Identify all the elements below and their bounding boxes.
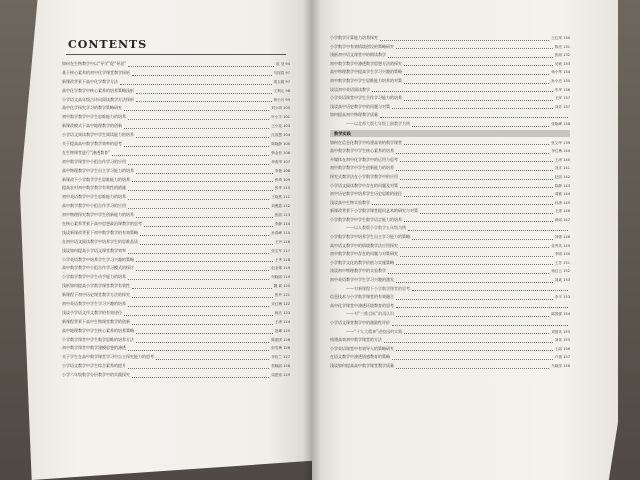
toc-entry-title: 新课改模式下高中地理教学的创新 bbox=[62, 123, 122, 129]
toc-entry bbox=[330, 86, 570, 95]
toc-leader-dots bbox=[396, 350, 553, 351]
toc-leader-dots bbox=[136, 342, 269, 343]
toc-entry-title: 高中数学教学中小组合作学习模式的探讨 bbox=[62, 265, 134, 271]
toc-entry-title: 浅谈如何提高高中数学课堂教学质量 bbox=[330, 362, 394, 368]
toc-leader-dots bbox=[404, 144, 549, 145]
toc-leader-dots bbox=[128, 253, 269, 254]
toc-entry-author-page: 刘少明 100 bbox=[271, 106, 290, 111]
toc-entry bbox=[330, 147, 570, 156]
toc-entry bbox=[62, 309, 290, 318]
toc-leader-dots bbox=[400, 179, 553, 180]
toc-leader-dots bbox=[388, 57, 553, 58]
toc-leader-dots bbox=[128, 66, 274, 67]
toc-entry bbox=[330, 267, 570, 276]
toc-entry bbox=[330, 310, 570, 319]
toc-entry-author-page: 范峰 125 bbox=[274, 328, 290, 333]
toc-entry-author-page: 宋红梅 122 bbox=[271, 302, 290, 307]
toc-entry-author-page: 黄丽 147 bbox=[554, 217, 570, 222]
toc-entry bbox=[330, 190, 570, 199]
toc-leader-dots bbox=[144, 226, 273, 227]
toc-entry bbox=[62, 131, 290, 140]
toc-entry-title: 新课程背景下高中生物课堂教学的创新 bbox=[62, 318, 130, 324]
toc-entry-title: 浅析如何提高小学数学课堂教学有效性 bbox=[62, 283, 130, 289]
toc-entry-title: 初中数学教学中渗透数学思想方法的探究 bbox=[330, 60, 402, 66]
toc-entry bbox=[62, 371, 290, 380]
toc-entry-title: 小学语文教学中学生综合素养的提升 bbox=[62, 363, 126, 369]
toc-entry-author-page: 周建伟 129 bbox=[271, 373, 290, 378]
toc-leader-dots bbox=[380, 117, 568, 118]
toc-entry-title: 初中英语教学中学生学习兴趣的培养 bbox=[62, 301, 126, 307]
toc-leader-dots bbox=[128, 368, 269, 369]
toc-leader-dots bbox=[124, 110, 269, 111]
toc-entry-author-page: 王涛 140 bbox=[554, 157, 570, 162]
toc-entry bbox=[62, 247, 290, 256]
toc-entry bbox=[62, 238, 290, 247]
toc-leader-dots bbox=[412, 126, 549, 127]
toc-entry-author-page: 陈静 143 bbox=[554, 183, 570, 188]
toc-entry-author-page: 王涛 124 bbox=[274, 319, 290, 324]
toc-entry-author-page: 吴敏 133 bbox=[554, 61, 570, 66]
toc-entry-author-page: 李静 114 bbox=[274, 222, 290, 227]
toc-entry bbox=[330, 328, 570, 337]
toc-entry bbox=[330, 164, 570, 173]
toc-entry-author-page: 杨小琴 134 bbox=[551, 70, 570, 75]
toc-entry-author-page: 刘强 148 bbox=[554, 235, 570, 240]
toc-entry bbox=[62, 78, 290, 87]
toc-entry bbox=[330, 34, 570, 43]
toc-entry bbox=[330, 51, 570, 60]
toc-leader-dots bbox=[380, 40, 549, 41]
toc-entry-title: 在初中语文阅读教学中培养学生的思维品质 bbox=[62, 238, 138, 244]
toc-entry bbox=[62, 96, 290, 105]
toc-entry-author-page: 朱华 136 bbox=[554, 87, 570, 92]
toc-entry-title: 初中数学教学中学生思维能力培养的对策 bbox=[330, 77, 402, 83]
contents-heading: CONTENTS bbox=[68, 38, 148, 51]
toc-entry-author-page: 李红梅 140 bbox=[551, 149, 570, 154]
toc-entry-author-page: 王萍 137 bbox=[554, 96, 570, 101]
toc-entry-title: 浅谈小学语文作文教学的有效途径 bbox=[62, 309, 122, 315]
toc-leader-dots bbox=[384, 342, 553, 343]
toc-entry-author-page: 王利元 98 bbox=[273, 88, 290, 93]
toc-leader-dots bbox=[404, 100, 553, 101]
toc-leader-dots bbox=[136, 217, 273, 218]
toc-leader-dots bbox=[392, 359, 553, 360]
toc-leader-dots bbox=[396, 153, 549, 154]
toc-entry-title: 初中英语教学中学生思维能力的培养 bbox=[62, 194, 126, 200]
toc-entry-author-page: 陈亮 131 bbox=[554, 44, 570, 49]
toc-entry-author-page: 王晓燕 111 bbox=[271, 195, 290, 200]
toc-entry-author-page: 杨小川 99 bbox=[273, 97, 290, 102]
toc-entry-author-page: 周敏 144 bbox=[554, 192, 570, 197]
toc-entry bbox=[330, 173, 570, 182]
toc-entry-author-page: 蔡晓丽 128 bbox=[271, 364, 290, 369]
toc-entry-author-page: 张秀英 149 bbox=[551, 243, 570, 248]
toc-entry bbox=[62, 353, 290, 362]
toc-leader-dots bbox=[128, 119, 269, 120]
toc-entry bbox=[62, 220, 290, 229]
toc-entry-author-page: 彭雪梅 126 bbox=[271, 346, 290, 351]
toc-leader-dots bbox=[132, 181, 273, 182]
toc-entry bbox=[62, 336, 290, 345]
toc-entry-author-page: 李燕华 107 bbox=[271, 159, 290, 164]
toc-entry-title: ——对新课程下小学数学课堂的思考 bbox=[346, 285, 410, 291]
toc-entry-title: 关于学生在高中数学课堂学习中自主探究能力的思考 bbox=[62, 354, 154, 360]
toc-entry-author-page: 张丽 113 bbox=[274, 213, 290, 218]
toc-entry-author-page: 王建 146 bbox=[554, 209, 570, 214]
toc-entry-title: 谈谈初中英语阅读教学 bbox=[330, 86, 370, 92]
toc-entry-author-page: 何晓丽 119 bbox=[271, 275, 290, 280]
toc-entry-title: 高中数学教学中小组合作学习的应用 bbox=[62, 203, 126, 209]
toc-entry-title: 小学六年级数学分层教学中的实践探究 bbox=[62, 372, 130, 378]
toc-entry-title: 构建高效初中数学课堂的方法 bbox=[330, 337, 382, 343]
toc-leader-dots bbox=[120, 84, 272, 85]
toc-entry bbox=[330, 182, 570, 191]
toc-entry-title: 关于提高高中数学教学效率的思考 bbox=[62, 141, 122, 146]
toc-entry-title: 初中英语教学中学生学习兴趣的激发 bbox=[330, 277, 394, 283]
toc-entry-author-page: 王丽 156 bbox=[554, 346, 570, 351]
toc-entry bbox=[330, 285, 570, 294]
toc-leader-dots bbox=[404, 196, 553, 197]
toc-leader-dots bbox=[400, 187, 553, 188]
toc-leader-dots bbox=[136, 173, 273, 174]
toc-leader-dots bbox=[404, 83, 549, 84]
toc-entry-author-page: 王红萍 130 bbox=[551, 36, 570, 40]
toc-entry bbox=[330, 233, 570, 242]
toc-entry-author-page: 刘伟 155 bbox=[554, 338, 570, 343]
toc-entry-author-page: 杨红云 152 bbox=[551, 269, 570, 274]
book-gutter bbox=[303, 0, 321, 480]
toc-entry bbox=[62, 193, 290, 202]
toc-entry-author-page: 胡玉娟 97 bbox=[273, 79, 290, 84]
toc-entry bbox=[330, 207, 570, 216]
toc-entry-title: 新课改背景下小学数学课堂提问艺术的研究与对策 bbox=[330, 208, 418, 214]
toc-entry bbox=[62, 256, 290, 265]
left-toc-list bbox=[62, 60, 290, 380]
toc-entry bbox=[330, 250, 570, 259]
toc-entry-title: 小学数学课堂中学生数学思维的培养方法 bbox=[62, 336, 134, 342]
toc-entry bbox=[330, 302, 570, 311]
toc-entry bbox=[62, 327, 290, 336]
toc-leader-dots bbox=[392, 108, 553, 109]
toc-entry bbox=[62, 122, 290, 131]
toc-entry bbox=[330, 111, 570, 120]
toc-entry-title: 小学数学计算能力培养探究 bbox=[330, 35, 378, 40]
toc-entry-author-page: 杨洁 123 bbox=[274, 310, 290, 315]
toc-entry bbox=[62, 264, 290, 273]
toc-entry-title: 初中数学教学中学生创新能力的培养 bbox=[330, 165, 394, 171]
toc-entry bbox=[62, 140, 290, 149]
toc-leader-dots bbox=[396, 299, 553, 300]
toc-entry-author-page: 王小花 103 bbox=[271, 124, 290, 129]
toc-leader-dots bbox=[404, 65, 553, 66]
toc-entry-author-page: 张晓峰 138 bbox=[551, 121, 570, 126]
toc-entry-title: ——对“三维目标”的再认识 bbox=[346, 311, 395, 317]
toc-entry-title: ——“十九大精神”进校园的实践 bbox=[346, 328, 403, 334]
toc-entry-title: 小学语文高年级古诗词阅读教学方法探析 bbox=[62, 96, 134, 102]
toc-entry-author-page: 王芳 151 bbox=[554, 260, 570, 265]
toc-leader-dots bbox=[372, 204, 553, 205]
toc-entry-title: 小学英语教学中培养学生学习兴趣的策略 bbox=[62, 256, 134, 262]
toc-entry bbox=[62, 176, 290, 185]
toc-entry-author-page: 马晓萍 158 bbox=[551, 363, 570, 368]
toc-entry bbox=[62, 167, 290, 176]
toc-entry-author-page: 卢瑞 157 bbox=[554, 355, 570, 360]
toc-entry-title: 在核心素养背景下高中思想政治课教学的思考 bbox=[62, 221, 142, 227]
toc-entry bbox=[330, 43, 570, 52]
toc-entry-title: 初中物理探究教学中学生创新能力的培养 bbox=[62, 212, 134, 218]
toc-entry-author-page: 孙小亮 135 bbox=[551, 78, 570, 83]
toc-leader-dots bbox=[412, 290, 568, 291]
toc-entry-title: 初中数学课堂中小组合作学习的应用 bbox=[62, 158, 126, 164]
toc-entry bbox=[330, 353, 570, 362]
toc-entry-title: 浅析初中语文课堂中的朗读教学 bbox=[330, 52, 386, 58]
toc-entry-title: ——以北师大版七年级上册教学为例 bbox=[346, 120, 410, 126]
toc-entry-author-page: 张丽 132 bbox=[554, 53, 570, 58]
toc-leader-dots bbox=[132, 288, 272, 289]
toc-leader-dots bbox=[132, 324, 273, 325]
toc-entry-title: 小学语文阅读教学中学生阅读能力的培养 bbox=[62, 132, 134, 138]
toc-leader-dots bbox=[136, 261, 273, 262]
toc-entry-author-page: 张宝军 117 bbox=[271, 248, 290, 253]
toc-leader-dots bbox=[128, 199, 269, 200]
toc-leader-dots bbox=[404, 221, 553, 222]
toc-entry-title: 小学数学教学中学生动手能力的培养 bbox=[62, 274, 126, 280]
toc-entry-author-page: 马尾春 97 bbox=[273, 70, 290, 75]
toc-entry bbox=[330, 103, 570, 112]
toc-entry bbox=[330, 242, 570, 251]
toc-entry bbox=[62, 184, 290, 193]
toc-entry bbox=[62, 345, 290, 354]
toc-leader-dots bbox=[124, 315, 273, 316]
toc-leader-dots bbox=[388, 273, 549, 274]
toc-entry-title: 小学英语课堂中学生合作学习能力的培养 bbox=[330, 95, 402, 101]
toc-leader-dots bbox=[396, 282, 553, 283]
toc-leader-dots bbox=[396, 368, 549, 369]
toc-entry bbox=[62, 104, 290, 113]
toc-entry-title: 高中数学教学中学生核心素养的培养 bbox=[330, 148, 394, 154]
toc-entry-author-page: 张华 110 bbox=[274, 186, 290, 191]
toc-leader-dots bbox=[136, 333, 273, 334]
toc-entry bbox=[330, 293, 570, 302]
toc-leader-dots bbox=[136, 93, 272, 94]
toc-entry-title: 高中化学教学中核心素养的培养策略浅析 bbox=[62, 87, 134, 93]
toc-leader-dots bbox=[124, 128, 269, 129]
toc-entry bbox=[62, 113, 290, 122]
toc-entry-author-page: 张玲 121 bbox=[274, 293, 290, 298]
toc-entry-title: 新课程下初中历史课堂教学方法的探究 bbox=[62, 292, 130, 298]
toc-entry bbox=[330, 139, 570, 148]
toc-leader-dots bbox=[372, 91, 553, 92]
toc-entry bbox=[330, 216, 570, 225]
toc-leader-dots bbox=[136, 270, 269, 271]
toc-leader-dots bbox=[404, 333, 549, 334]
toc-entry-title: 新课改背景下高中化学教学方法 bbox=[62, 78, 118, 84]
toc-entry bbox=[62, 158, 290, 167]
toc-entry-title: 高中语文教学中的情境教学法应用探究 bbox=[330, 242, 398, 248]
toc-entry-title: 小学数学教学中学生数学语言能力的培养 bbox=[330, 216, 402, 222]
toc-entry bbox=[62, 69, 290, 78]
toc-entry bbox=[330, 77, 570, 86]
toc-leader-dots bbox=[408, 230, 568, 231]
toc-entry-title: 高中化学课堂中渗透环境教育的思考 bbox=[330, 302, 394, 308]
toc-leader-dots bbox=[400, 247, 549, 248]
toc-leader-dots bbox=[392, 325, 568, 326]
toc-entry-author-page: 崔 莹 94 bbox=[275, 61, 290, 66]
toc-leader-dots bbox=[132, 377, 269, 378]
toc-entry-author-page: 孙春峰 115 bbox=[271, 230, 290, 235]
toc-entry-author-page: 陈晓静 105 bbox=[271, 142, 290, 146]
toc-entry-author-page: 沈成慧 104 bbox=[271, 133, 290, 138]
toc-leader-dots bbox=[400, 256, 553, 257]
toc-entry-title: 探究式教学法在小学数学教学中的应用 bbox=[330, 173, 398, 179]
toc-leader-dots bbox=[396, 48, 553, 49]
toc-entry-title: 如何提高初中物理教学质量 bbox=[330, 112, 378, 118]
toc-leader-dots bbox=[140, 244, 273, 245]
toc-leader-dots bbox=[404, 74, 549, 75]
toc-entry-author-page: 王丹 116 bbox=[274, 239, 290, 244]
toc-entry-title: 初中数学教学中存在的问题与对策研究 bbox=[330, 251, 398, 257]
toc-entry bbox=[330, 94, 570, 103]
toc-entry-title: 小学数学中有效情境创设的策略研究 bbox=[330, 43, 394, 49]
toc-leader-dots bbox=[136, 101, 272, 102]
toc-entry bbox=[62, 229, 290, 238]
toc-entry-title: 初中历史教学中培养学生历史思维的途径 bbox=[330, 191, 402, 197]
toc-leader-dots bbox=[132, 297, 273, 298]
toc-entry-author-page: 魏 斌 120 bbox=[273, 284, 290, 289]
toc-entry-title: 浅谈初中物理教学中的实验教学 bbox=[330, 268, 386, 274]
toc-leader-dots bbox=[128, 190, 273, 191]
toc-entry-author-page: 叶小宇 101 bbox=[271, 115, 290, 120]
toc-entry-title: 在生物课堂进行“渗透教育” bbox=[62, 149, 111, 155]
toc-entry-author-page: 刘国英 155 bbox=[551, 329, 570, 334]
toc-entry-author-page: 张琦 109 bbox=[274, 177, 290, 182]
toc-entry bbox=[330, 199, 570, 208]
toc-leader-dots bbox=[400, 161, 553, 162]
toc-entry-author-page: 刘芳 137 bbox=[554, 104, 570, 109]
toc-entry bbox=[62, 300, 290, 309]
toc-leader-dots bbox=[112, 155, 269, 156]
toc-leader-dots bbox=[128, 208, 269, 209]
toc-entry-author-page: 刘洋 141 bbox=[554, 166, 570, 171]
toc-entry bbox=[330, 60, 570, 69]
toc-entry-author-page: 孙涛 145 bbox=[554, 200, 570, 205]
toc-entry bbox=[330, 319, 570, 328]
toc-leader-dots bbox=[412, 239, 553, 240]
toc-entry bbox=[62, 362, 290, 371]
toc-entry bbox=[62, 291, 290, 300]
toc-entry-title: 小学数学教学中培养学生自主学习能力的策略 bbox=[330, 234, 410, 240]
toc-entry bbox=[62, 318, 290, 327]
toc-leader-dots bbox=[128, 350, 269, 351]
toc-entry-title: 基于核心素养的初中化学课堂教学探析 bbox=[62, 69, 130, 75]
toc-entry-title: 浅谈高中生物实验教学 bbox=[330, 199, 370, 205]
toc-entry-author-page: 李明 150 bbox=[554, 252, 570, 257]
toc-leader-dots bbox=[396, 307, 568, 308]
toc-entry bbox=[62, 202, 290, 211]
heading-rule bbox=[66, 54, 286, 55]
toc-entry-title: 提高农村初中数学教学有效性的措施 bbox=[62, 185, 126, 191]
section-header-band: 教学实践 bbox=[330, 130, 570, 137]
toc-entry-title: 小学数学文化的教学价值与实施策略 bbox=[330, 259, 394, 265]
toc-entry-title: 浅谈高中历史教学中的问题与对策 bbox=[330, 103, 390, 109]
toc-entry-author-page: 赵丽 142 bbox=[554, 174, 570, 179]
toc-leader-dots bbox=[124, 146, 269, 147]
toc-entry-author-page: 李艳 108 bbox=[274, 168, 290, 173]
toc-entry-author-page: 赵亚娟 119 bbox=[271, 266, 290, 271]
toc-entry bbox=[330, 276, 570, 285]
toc-entry-title: 小学语文课堂教学中的激励性评价 bbox=[330, 320, 390, 325]
toc-entry-author-page: 李平 153 bbox=[554, 295, 570, 300]
toc-leader-dots bbox=[396, 170, 553, 171]
toc-entry bbox=[62, 87, 290, 96]
toc-entry-title: 小学英语课堂中有效导入的策略研究 bbox=[330, 345, 394, 351]
toc-entry-title: 如何在信息化教学中构建高效的数学课堂 bbox=[330, 139, 402, 145]
toc-entry-title: 高中化学探究学习的教学策略研究 bbox=[62, 105, 122, 111]
toc-leader-dots bbox=[396, 316, 549, 317]
toc-entry bbox=[330, 259, 570, 268]
toc-entry-title: 信息技术与小学数学课堂的有效融合 bbox=[330, 294, 394, 300]
toc-entry-title: 如何在生物教学中以“导学”促“导思” bbox=[62, 60, 127, 66]
toc-entry bbox=[62, 149, 290, 158]
toc-entry bbox=[330, 345, 570, 354]
toc-entry bbox=[330, 336, 570, 345]
toc-entry-author-page: 张文华 139 bbox=[551, 140, 570, 145]
toc-entry-author-page: 李桂兰 127 bbox=[271, 355, 290, 360]
toc-entry bbox=[330, 120, 570, 129]
toc-entry-title: 小学语文阅读教学中存在的问题及对策 bbox=[330, 182, 398, 188]
toc-leader-dots bbox=[156, 359, 269, 360]
toc-leader-dots bbox=[132, 75, 272, 76]
toc-entry-title: 新课改下小学数学学生思维能力的培养 bbox=[62, 176, 130, 182]
toc-entry-title: 初中数学课堂中数学建模思想的渗透 bbox=[62, 345, 126, 351]
toc-entry-title: 初中数学教学中学生思维能力的培养 bbox=[62, 114, 126, 120]
toc-entry bbox=[330, 68, 570, 77]
toc-entry-title: 浅谈如何提高小学语文课堂教学效率 bbox=[62, 247, 126, 253]
toc-entry-title: 在语文教学中渗透情感教育的策略 bbox=[330, 354, 390, 360]
toc-leader-dots bbox=[420, 213, 553, 214]
toc-entry-author-page: 王秀 118 bbox=[274, 257, 290, 262]
toc-entry-author-page: 陈建国 126 bbox=[271, 337, 290, 342]
toc-entry bbox=[330, 224, 570, 233]
toc-entry-title: 多媒体在初中化学教学中的运用与思考 bbox=[330, 156, 398, 162]
toc-entry-author-page: 韩金松 106 bbox=[271, 150, 290, 155]
toc-entry-title: 高中地理教学中学生核心素养的培养策略 bbox=[62, 327, 134, 333]
toc-entry-author-page: 刘俊霞 112 bbox=[271, 204, 290, 209]
toc-leader-dots bbox=[128, 306, 269, 307]
toc-entry bbox=[62, 211, 290, 220]
toc-leader-dots bbox=[128, 279, 269, 280]
toc-entry bbox=[62, 273, 290, 282]
toc-entry bbox=[62, 60, 290, 69]
toc-entry bbox=[330, 156, 570, 165]
toc-entry bbox=[62, 282, 290, 291]
toc-entry-title: 高中物理教学中学生自主学习能力的培养 bbox=[62, 167, 134, 173]
toc-leader-dots bbox=[396, 264, 553, 265]
toc-entry-author-page: 陈国强 154 bbox=[551, 312, 570, 317]
right-toc-list bbox=[330, 34, 570, 371]
toc-leader-dots bbox=[136, 137, 269, 138]
toc-entry-title: 浅谈新课改背景下初中数学教学的有效策略 bbox=[62, 229, 138, 235]
toc-entry-author-page: 刘欢 153 bbox=[554, 278, 570, 283]
toc-entry bbox=[330, 362, 570, 371]
toc-leader-dots bbox=[128, 164, 269, 165]
toc-entry-title: 高中物理教学中提高学生学习兴趣的策略 bbox=[330, 69, 402, 75]
toc-entry-title: ——以人教版小学数学五年级为例 bbox=[346, 225, 406, 231]
toc-leader-dots bbox=[140, 235, 269, 236]
